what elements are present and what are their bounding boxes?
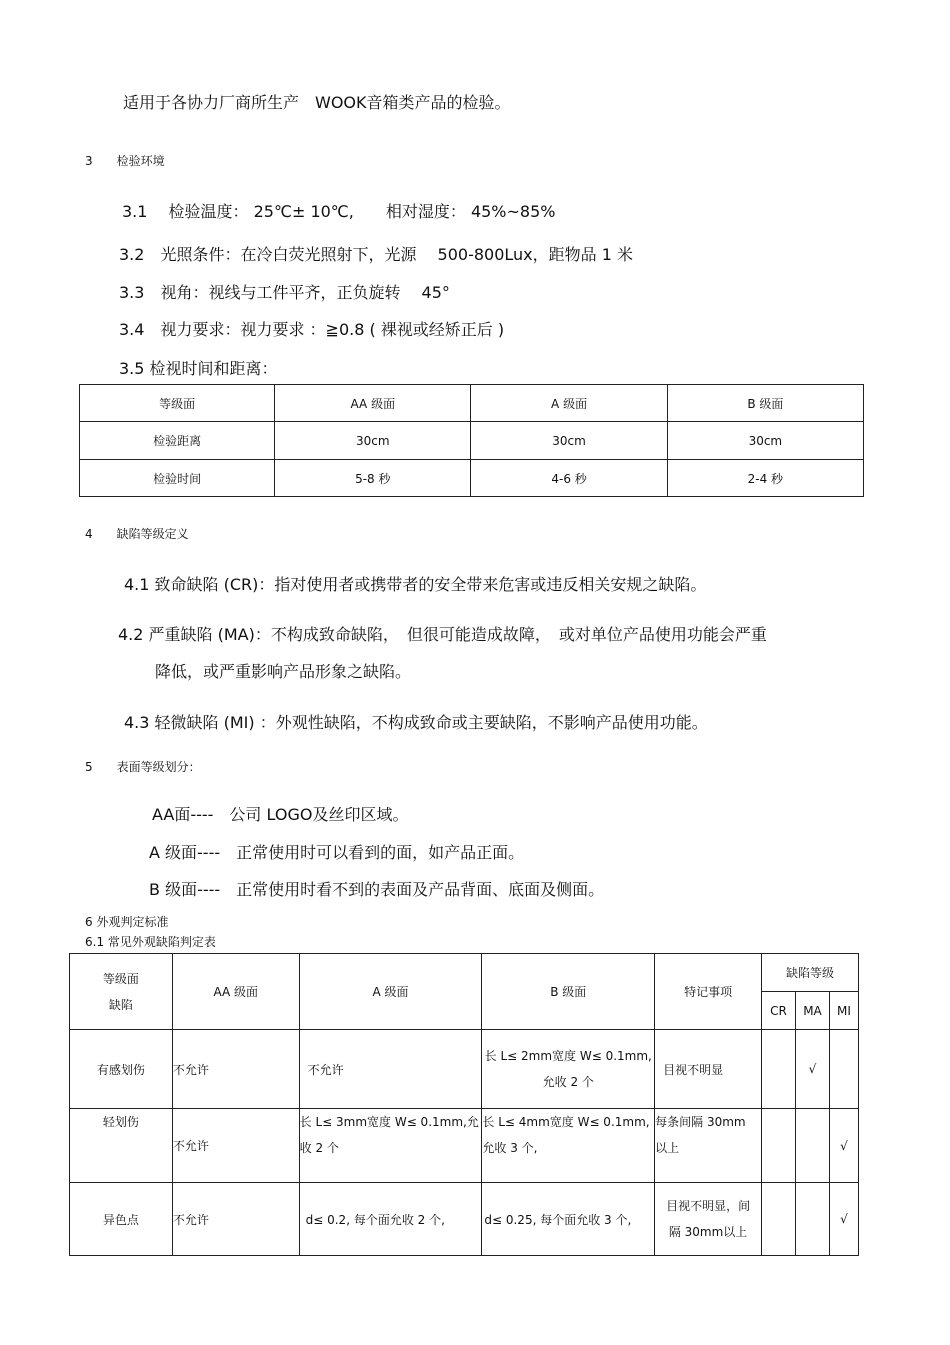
item-4-1: 4.1 致命缺陷 (CR)：指对使用者或携带者的安全带来危害或违反相关安规之缺陷。 [124,575,707,594]
header-ma: MA [795,992,829,1030]
table1-cell: 30cm [667,422,863,460]
table1-cell: 检验距离 [80,422,275,460]
ma-mark: √ [795,1030,829,1109]
table1-header-row [80,385,864,422]
defect-name: 异色点 [70,1183,173,1256]
note-value: 目视不明显 [655,1030,762,1109]
b-value-line: 长 L≤ 4mm宽度 W≤ 0.1mm, [482,1115,650,1129]
header-mi: MI [829,992,858,1030]
header-aa: AA 级面 [172,954,299,1030]
header-defect: 缺陷 [108,997,133,1012]
a-value: 不允许 [299,1030,482,1109]
surface-b: B 级面---- 正常使用时看不到的表面及产品背面、底面及侧面。 [149,880,605,899]
aa-value: 不允许 [172,1030,299,1109]
table2-header-row [70,954,859,992]
item-4-2: 4.2 严重缺陷 (MA)：不构成致命缺陷， 但很可能造成故障， 或对单位产品使用功能会严重 [118,625,767,644]
scope-text: 适用于各协力厂商所生产 WOOK音箱类产品的检验。 [123,93,511,112]
b-value-line: 允收 3 个, [482,1141,538,1155]
header-cr: CR [762,992,796,1030]
table1-header-cell: AA 级面 [275,385,471,422]
mi-mark [829,1030,858,1109]
table1-row [80,422,864,460]
header-note: 特记事项 [655,954,762,1030]
item-3-2: 3.2 光照条件：在冷白荧光照射下，光源 500-800Lux，距物品 1 米 [119,245,633,264]
a-value: d≤ 0.2, 每个面允收 2 个, [299,1183,482,1256]
item-3-3: 3.3 视角：视线与工件平齐，正负旋转 45° [119,283,450,302]
b-value [482,1109,655,1183]
note-value [655,1183,762,1256]
header-grade: 等级面 [102,971,139,986]
note-value-line: 隔 30mm以上 [668,1225,748,1239]
note-value-line: 以上 [655,1141,680,1155]
section-6-1-heading: 6.1 常见外观缺陷判定表 [85,935,216,949]
b-value: d≤ 0.25, 每个面允收 3 个, [482,1183,655,1256]
table1-header-cell: A 级面 [471,385,667,422]
surface-aa: AA面---- 公司 LOGO及丝印区域。 [152,805,409,824]
header-grade-defect [70,954,173,1030]
table1-cell: 2-4 秒 [667,460,863,497]
item-3-4: 3.4 视力要求：视力要求 ：≧0.8 ( 裸视或经矫正后 ) [119,320,505,339]
item-4-2-cont: 降低，或严重影响产品形象之缺陷。 [155,662,412,681]
table1-cell: 5-8 秒 [275,460,471,497]
section-3-heading: 3 检验环境 [85,154,165,168]
section-6-heading: 6 外观判定标准 [85,915,169,929]
table-row [70,1030,859,1109]
note-value-line: 目视不明显，间 [666,1199,751,1213]
table-row [70,1183,859,1256]
b-value-line: 长 L≤ 2mm宽度 W≤ 0.1mm, [484,1049,652,1063]
header-a: A 级面 [299,954,482,1030]
inspection-time-distance-table [79,384,864,497]
table1-cell: 4-6 秒 [471,460,667,497]
surface-a: A 级面---- 正常使用时可以看到的面，如产品正面。 [149,843,525,862]
cr-mark [762,1109,796,1183]
header-b: B 级面 [482,954,655,1030]
table1-header-cell: B 级面 [667,385,863,422]
b-value [482,1030,655,1109]
table-row [70,1109,859,1183]
mi-mark: √ [829,1183,858,1256]
a-value-line: 长 L≤ 3mm宽度 W≤ 0.1mm,允 [299,1115,479,1129]
table1-header-cell: 等级面 [80,385,275,422]
b-value-line: 允收 2 个 [542,1075,594,1089]
table1-cell: 检验时间 [80,460,275,497]
header-level: 缺陷等级 [762,954,859,992]
a-value-line: 收 2 个 [299,1141,339,1155]
ma-mark [795,1109,829,1183]
defect-name: 轻划伤 [70,1109,173,1183]
item-4-3: 4.3 轻微缺陷 (MI) ：外观性缺陷，不构成致命或主要缺陷，不影响产品使用功能。 [124,713,708,732]
note-value [655,1109,762,1183]
note-value-line: 每条间隔 30mm [655,1115,746,1129]
defect-name: 有感划伤 [70,1030,173,1109]
defect-judgement-table [69,953,859,1256]
item-3-1: 3.1 检验温度： 25℃± 10℃, 相对湿度： 45%~85% [122,202,556,221]
section-5-heading: 5 表面等级划分： [85,760,201,774]
section-4-heading: 4 缺陷等级定义 [85,527,189,541]
ma-mark [795,1183,829,1256]
a-value [299,1109,482,1183]
table1-cell: 30cm [471,422,667,460]
mi-mark: √ [829,1109,858,1183]
aa-value: 不允许 [172,1109,299,1183]
cr-mark [762,1030,796,1109]
cr-mark [762,1183,796,1256]
table1-cell: 30cm [275,422,471,460]
item-3-5: 3.5 检视时间和距离： [119,359,278,378]
aa-value: 不允许 [172,1183,299,1256]
table1-row [80,460,864,497]
